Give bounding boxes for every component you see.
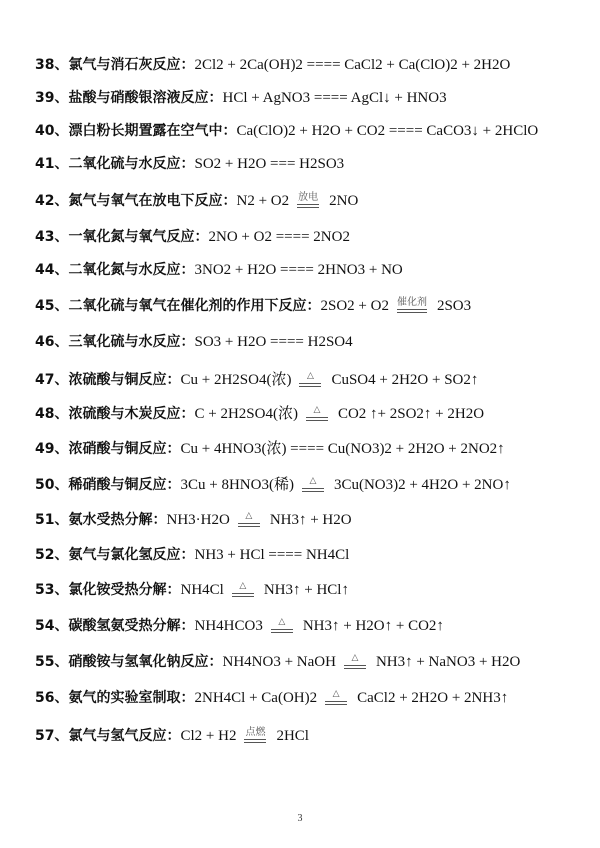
reaction-condition xyxy=(397,297,427,313)
equation-item xyxy=(35,261,403,279)
equation-products: NH3↑ + NaNO3 + H2O xyxy=(375,654,521,670)
equation-item xyxy=(35,727,309,745)
equation-item xyxy=(35,546,349,564)
equation-reactants: 3NO2 + H2O ==== 2HNO3 + NO xyxy=(194,262,403,278)
equation-products: 2SO3 xyxy=(436,298,472,314)
reaction-title: 38、氯气与消石灰反应： xyxy=(35,57,195,73)
equals-sign xyxy=(302,488,324,492)
equation-item xyxy=(35,440,505,458)
equation-reactants: 2Cl2 + 2Ca(OH)2 ==== CaCl2 + Ca(ClO)2 + 2H2O xyxy=(194,57,511,73)
equals-sign xyxy=(297,204,319,208)
equation-products: CuSO4 + 2H2O + SO2↑ xyxy=(331,372,479,388)
equation-reactants: SO3 + H2O ==== H2SO4 xyxy=(194,334,353,350)
equation-products: 2HCl xyxy=(276,728,309,744)
equation-reactants: NH4Cl xyxy=(180,582,224,598)
reaction-title: 52、氨气与氯化氢反应： xyxy=(35,547,195,563)
condition-label: △ xyxy=(351,653,359,663)
reaction-title: 39、盐酸与硝酸银溶液反应： xyxy=(35,90,223,106)
equals-sign xyxy=(238,523,260,527)
reaction-title: 41、二氧化硫与水反应： xyxy=(35,156,195,172)
equation-reactants: NH4NO3 + NaOH xyxy=(222,654,336,670)
equation-reactants: 2NH4Cl + Ca(OH)2 xyxy=(194,690,318,706)
equation-products: NH3↑ + H2O xyxy=(269,512,352,528)
equation-item xyxy=(35,405,484,423)
equation-reactants: 2NO + O2 ==== 2NO2 xyxy=(208,229,350,245)
reaction-title: 40、漂白粉长期置露在空气中： xyxy=(35,123,237,139)
equation-products: NH3↑ + HCl↑ xyxy=(263,582,349,598)
equation-item xyxy=(35,122,538,140)
condition-label: 点燃 xyxy=(245,727,266,738)
reaction-title: 48、浓硫酸与木炭反应： xyxy=(35,406,195,422)
equals-sign xyxy=(397,309,427,313)
equation-reactants: Cu + 4HNO3(浓) ==== Cu(NO3)2 + 2H2O + 2NO2↑ xyxy=(180,441,505,457)
reaction-condition xyxy=(302,476,324,492)
condition-label: △ xyxy=(332,689,340,699)
equals-sign xyxy=(244,739,266,743)
equals-sign xyxy=(344,665,366,669)
equation-reactants: 3Cu + 8HNO3(稀) xyxy=(180,477,294,493)
equation-products: 3Cu(NO3)2 + 4H2O + 2NO↑ xyxy=(333,477,511,493)
condition-label: △ xyxy=(306,371,314,381)
reaction-condition xyxy=(325,689,347,705)
equation-item xyxy=(35,297,471,315)
equals-sign xyxy=(232,593,254,597)
equation-item xyxy=(35,333,353,351)
reaction-condition xyxy=(306,405,328,421)
equation-products: NH3↑ + H2O↑ + CO2↑ xyxy=(302,618,444,634)
equation-item xyxy=(35,617,444,635)
equation-item xyxy=(35,89,447,107)
equation-item xyxy=(35,155,344,173)
reaction-title: 42、氮气与氧气在放电下反应： xyxy=(35,193,237,209)
reaction-condition xyxy=(271,617,293,633)
reaction-title: 50、稀硝酸与铜反应： xyxy=(35,477,181,493)
equation-item xyxy=(35,228,350,246)
equation-reactants: Cu + 2H2SO4(浓) xyxy=(180,372,292,388)
condition-label: △ xyxy=(309,476,317,486)
reaction-title: 45、二氧化硫与氧气在催化剂的作用下反应： xyxy=(35,298,321,314)
equation-item xyxy=(35,511,352,529)
reaction-condition xyxy=(344,653,366,669)
equals-sign xyxy=(271,629,293,633)
reaction-title: 47、浓硫酸与铜反应： xyxy=(35,372,181,388)
equation-reactants: Ca(ClO)2 + H2O + CO2 ==== CaCO3↓ + 2HClO xyxy=(236,123,539,139)
reaction-title: 53、氯化铵受热分解： xyxy=(35,582,181,598)
equation-products: 2NO xyxy=(329,193,359,209)
reaction-title: 46、三氧化硫与水反应： xyxy=(35,334,195,350)
equation-item xyxy=(35,56,510,74)
equation-item xyxy=(35,476,511,494)
reaction-title: 43、一氧化氮与氧气反应： xyxy=(35,229,209,245)
equation-reactants: Cl2 + H2 xyxy=(180,728,237,744)
equation-item xyxy=(35,371,478,389)
equation-reactants: NH4HCO3 xyxy=(194,618,263,634)
equation-item xyxy=(35,653,520,671)
equals-sign xyxy=(306,417,328,421)
reaction-condition xyxy=(232,581,254,597)
reaction-title: 56、氨气的实验室制取： xyxy=(35,690,195,706)
reaction-title: 49、浓硝酸与铜反应： xyxy=(35,441,181,457)
equation-products: CO2 ↑+ 2SO2↑ + 2H2O xyxy=(337,406,485,422)
reaction-title: 55、硝酸铵与氢氧化钠反应： xyxy=(35,654,223,670)
reaction-condition xyxy=(238,511,260,527)
page-number: 3 xyxy=(297,813,303,824)
reaction-title: 44、二氧化氮与水反应： xyxy=(35,262,195,278)
equation-item xyxy=(35,689,508,707)
equation-reactants: SO2 + H2O === H2SO3 xyxy=(194,156,345,172)
condition-label: △ xyxy=(278,617,286,627)
reaction-condition xyxy=(244,727,266,743)
equation-reactants: NH3 + HCl ==== NH4Cl xyxy=(194,547,350,563)
reaction-title: 54、碳酸氢氨受热分解： xyxy=(35,618,195,634)
condition-label: △ xyxy=(313,405,321,415)
equation-reactants: HCl + AgNO3 ==== AgCl↓ + HNO3 xyxy=(222,90,447,106)
equation-reactants: C + 2H2SO4(浓) xyxy=(194,406,298,422)
condition-label: 催化剂 xyxy=(396,297,427,308)
equation-reactants: N2 + O2 xyxy=(236,193,290,209)
equals-sign xyxy=(299,383,321,387)
equation-item xyxy=(35,192,358,210)
reaction-condition xyxy=(297,192,319,208)
condition-label: △ xyxy=(245,511,253,521)
equation-reactants: NH3·H2O xyxy=(166,512,230,528)
reaction-title: 51、氨水受热分解： xyxy=(35,512,167,528)
equation-item xyxy=(35,581,349,599)
condition-label: △ xyxy=(239,581,247,591)
equals-sign xyxy=(325,701,347,705)
equation-reactants: 2SO2 + O2 xyxy=(320,298,389,314)
reaction-title: 57、氯气与氢气反应： xyxy=(35,728,181,744)
equation-products: CaCl2 + 2H2O + 2NH3↑ xyxy=(357,690,509,706)
condition-label: 放电 xyxy=(298,192,319,203)
reaction-condition xyxy=(299,371,321,387)
